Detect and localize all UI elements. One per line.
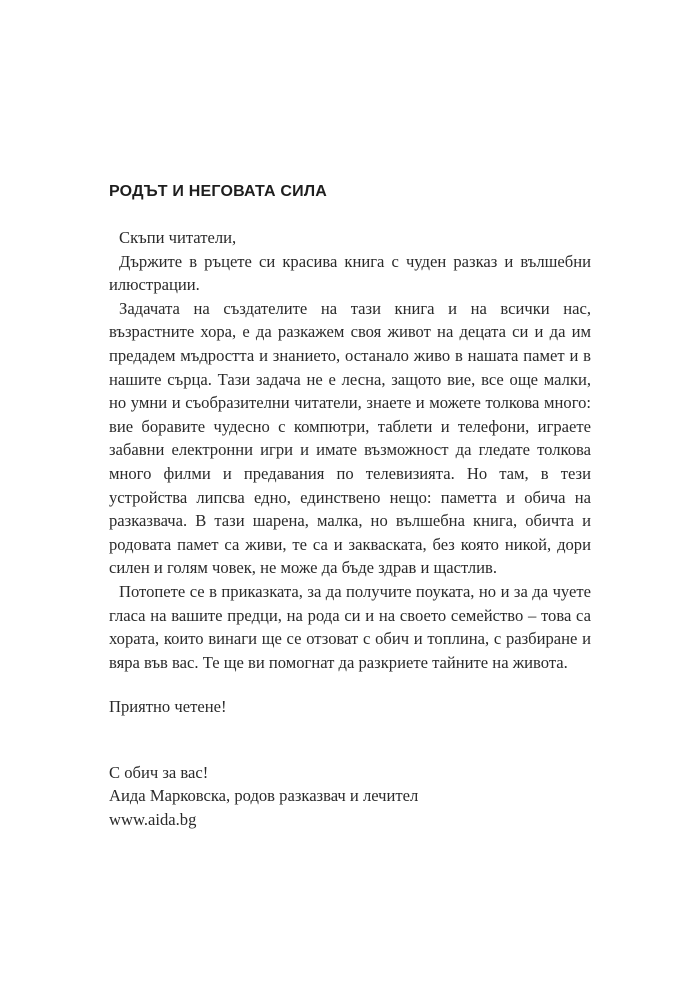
paragraph-1-text: Държите в ръцете си красива книга с чуден разказ и вълшебни илюстрации. (109, 251, 591, 295)
signoff-block (109, 761, 591, 832)
spacer (109, 674, 591, 695)
paragraph-2-text: Задачата на създателите на тази книга и на всички нас, възрастните хора, е да разкажем своя живот на децата си и да им предадем мъдростта и знанието, останало живо в нашата памет и в нашите сърца. Тази задача не е лесна, защото вие, все още малки, но умни и съобразителни читатели, знаете и можете толкова много: вие боравите чудесно с компютри, таблети и телефони, играете забавни електронни игри и имате възможност да гледате толкова много филми и предавания по телевизията. Но там, в тези устройства липсва едно, единствено нещо: паметта и обича на разказвача. В тази шарена, малка, но вълшебна книга, обичта и родовата памет са живи, те са и закваската, без която никой, дори силен и голям човек, не може да бъде здрав и щастлив. (109, 298, 591, 578)
letter-body (109, 226, 591, 832)
signoff-line-1: С обич за вас! (109, 762, 209, 782)
reading-wish: Приятно четене! (109, 697, 227, 717)
paragraph-1 (109, 250, 591, 297)
page-title: РОДЪТ И НЕГОВАТА СИЛА (109, 183, 328, 200)
spacer (109, 719, 591, 761)
letter-content (109, 181, 591, 832)
website-link: www.aida.bg (109, 810, 197, 830)
salutation: Скъпи читатели, (119, 228, 237, 247)
author-signature: Аида Марковска, родов разказвач и лечител (109, 786, 419, 806)
paragraph-3-text: Потопете се в приказката, за да получите поуката, но и за да чуете гласа на вашите предци, на рода си и на своето семейство – това са хората, които винаги ще се отзоват с обич и топлина, с разбиране и вяра във вас. Те ще ви помогнат да разкриете тайните на живота. (109, 581, 591, 672)
paragraph-3 (109, 580, 591, 674)
paragraph-2 (109, 297, 591, 580)
